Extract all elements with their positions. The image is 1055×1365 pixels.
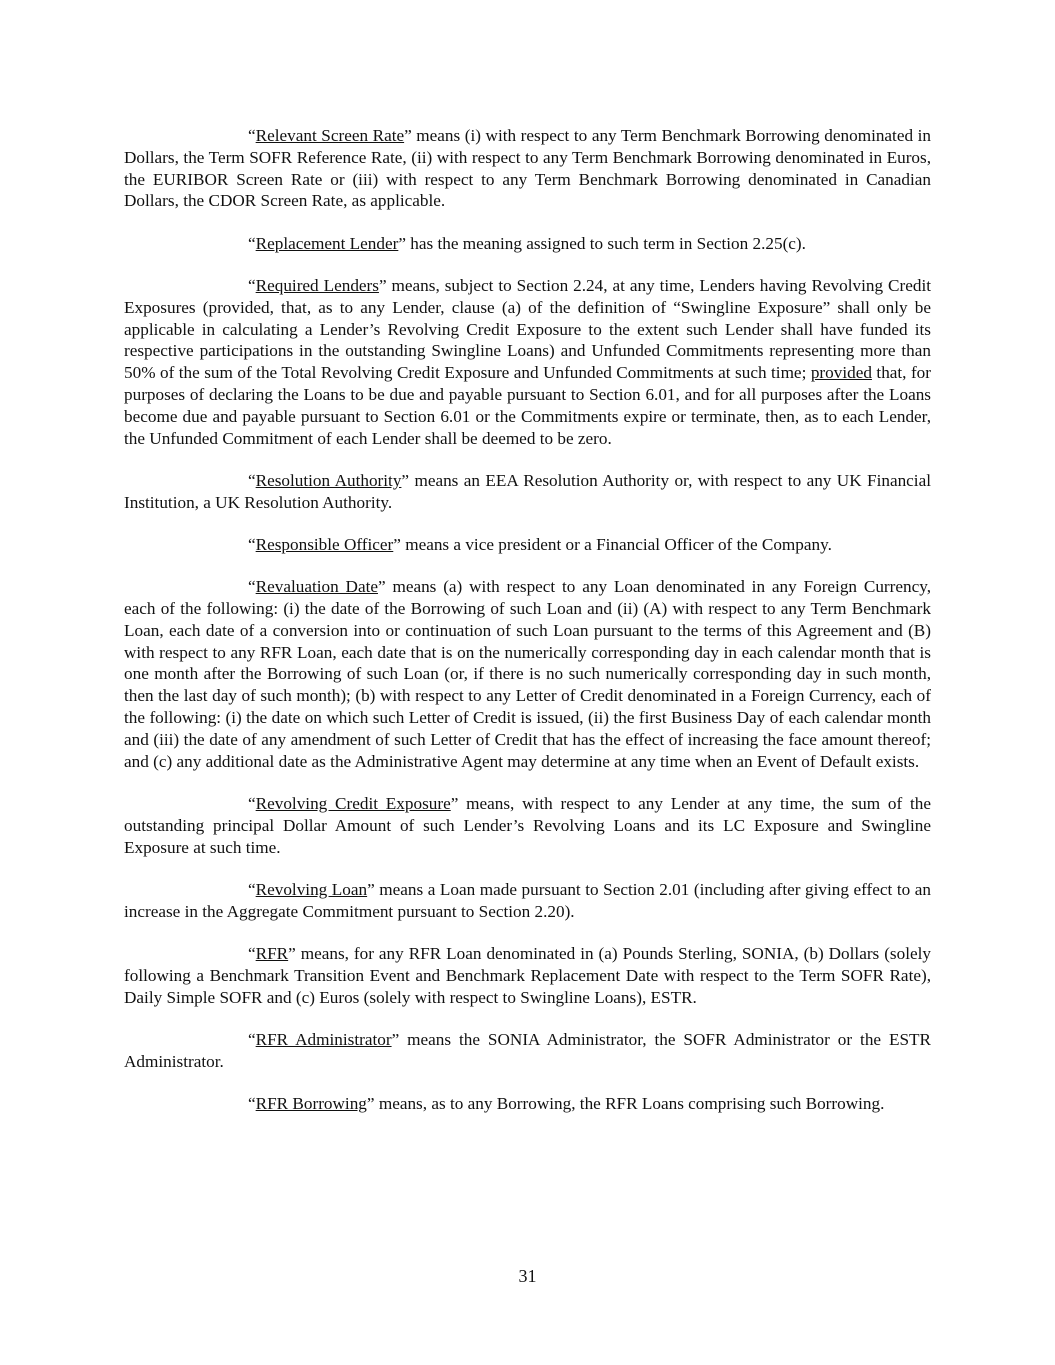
defined-term: Responsible Officer bbox=[255, 534, 394, 554]
defined-term: Required Lenders bbox=[255, 275, 379, 295]
defined-term: Revolving Loan bbox=[255, 879, 368, 899]
open-quote: “ bbox=[248, 470, 256, 490]
definition-text: ” means (i) with respect to any Term Benchmark Borrowing denominated in Dollars, the Term SOFR Reference Rate, (ii) with respect to any Term Benchmark Borrowing denominated in Euros, the EURIBOR Screen Rate or (iii) with respect to any Term Benchmark Borrowing denominated in Canadian Dollars, the CDOR Screen Rate, as applicable. bbox=[124, 126, 931, 211]
definition-revolving-credit-exposure bbox=[124, 793, 931, 858]
definition-text: ” means (a) with respect to any Loan denominated in any Foreign Currency, each of the following: (i) the date of the Borrowing of such Loan and (ii) (A) with respect to any Term Benchmark Loan, each date of a conversion into or continuation of such Loan pursuant to the terms of this Agreement and (B) with respect to any RFR Loan, each date that is on the numerically corresponding day in each calendar month that is one month after the Borrowing of such Loan (or, if there is no such numerically corresponding day in such month, then the last day of such month); (b) with respect to any Letter of Credit denominated in a Foreign Currency, each of the following: (i) the date on which such Letter of Credit is issued, (ii) the first Business Day of each calendar month and (iii) the date of any amendment of such Letter of Credit that has the effect of increasing the face amount thereof; and (c) any additional date as the Administrative Agent may determine at any time when an Event of Default exists. bbox=[124, 577, 931, 771]
definition-text: ” means the SONIA Administrator, the SOFR Administrator or the ESTR Administrator. bbox=[124, 1029, 932, 1071]
definition-rfr-borrowing bbox=[124, 1093, 931, 1115]
open-quote: “ bbox=[248, 793, 256, 813]
definition-resolution-authority bbox=[124, 470, 931, 514]
document-page bbox=[124, 125, 931, 1135]
page-number: 31 bbox=[518, 1266, 537, 1286]
definition-revaluation-date bbox=[124, 576, 931, 772]
open-quote: “ bbox=[248, 126, 256, 145]
emphasis-provided: provided bbox=[810, 363, 872, 383]
definition-text-continued: that, for purposes of declaring the Loans to be due and payable pursuant to Section 6.01, and for all purposes after the Loans become due and payable pursuant to Section 6.01 or the Commitments expire or terminate, then, as to each Lender, the Unfunded Commitment of each Lender shall be deemed to be zero. bbox=[124, 363, 931, 448]
open-quote: “ bbox=[248, 1029, 256, 1049]
defined-term: RFR bbox=[255, 943, 289, 963]
open-quote: “ bbox=[248, 534, 256, 554]
definition-revolving-loan bbox=[124, 879, 931, 923]
defined-term: Revolving Credit Exposure bbox=[255, 793, 451, 813]
definition-responsible-officer bbox=[124, 534, 931, 556]
definition-text: ” means, with respect to any Lender at any time, the sum of the outstanding principal Dollar Amount of such Lender’s Revolving Loans and its LC Exposure and Swingline Exposure at such time. bbox=[124, 793, 931, 857]
definition-rfr-administrator bbox=[124, 1029, 931, 1073]
defined-term: Revaluation Date bbox=[255, 577, 378, 597]
open-quote: “ bbox=[248, 1093, 256, 1113]
defined-term: Resolution Authority bbox=[255, 470, 402, 490]
definition-required-lenders bbox=[124, 275, 931, 449]
open-quote: “ bbox=[248, 943, 256, 963]
open-quote: “ bbox=[248, 577, 256, 597]
definition-text: ” means an EEA Resolution Authority or, with respect to any UK Financial Institution, a UK Resolution Authority. bbox=[124, 470, 931, 512]
definition-text: ” means, for any RFR Loan denominated in (a) Pounds Sterling, SONIA, (b) Dollars (solely following a Benchmark Transition Event and Benchmark Replacement Date with respect to the Term SOFR Rate), Daily Simple SOFR and (c) Euros (solely with respect to Swingline Loans), ESTR. bbox=[124, 943, 931, 1007]
definition-text: ” means, subject to Section 2.24, at any time, Lenders having Revolving Credit Exposures (provided, that, as to any Lender, clause (a) of the definition of “Swingline Exposure” shall only be applicable in calculating a Lender’s Revolving Credit Exposure to the extent such Lender shall have funded its respective participations in the outstanding Swingline Loans) and Unfunded Commitments representing more than 50% of the sum of the Total Revolving Credit Exposure and Unfunded Commitments at such time; bbox=[124, 275, 931, 383]
definition-text: ” has the meaning assigned to such term in Section 2.25(c). bbox=[398, 233, 806, 253]
defined-term: RFR Administrator bbox=[255, 1029, 392, 1049]
definition-replacement-lender bbox=[124, 233, 931, 255]
definition-rfr bbox=[124, 943, 931, 1008]
definition-text: ” means, as to any Borrowing, the RFR Loans comprising such Borrowing. bbox=[366, 1093, 885, 1113]
defined-term: Replacement Lender bbox=[255, 233, 399, 253]
defined-term: Relevant Screen Rate bbox=[255, 126, 405, 145]
open-quote: “ bbox=[248, 879, 256, 899]
open-quote: “ bbox=[248, 233, 256, 253]
defined-term: RFR Borrowing bbox=[255, 1093, 367, 1113]
definition-relevant-screen-rate bbox=[124, 125, 931, 212]
definition-text: ” means a Loan made pursuant to Section 2.01 (including after giving effect to an increase in the Aggregate Commitment pursuant to Section 2.20). bbox=[124, 879, 931, 921]
definition-text: ” means a vice president or a Financial Officer of the Company. bbox=[393, 534, 832, 554]
open-quote: “ bbox=[248, 275, 256, 295]
